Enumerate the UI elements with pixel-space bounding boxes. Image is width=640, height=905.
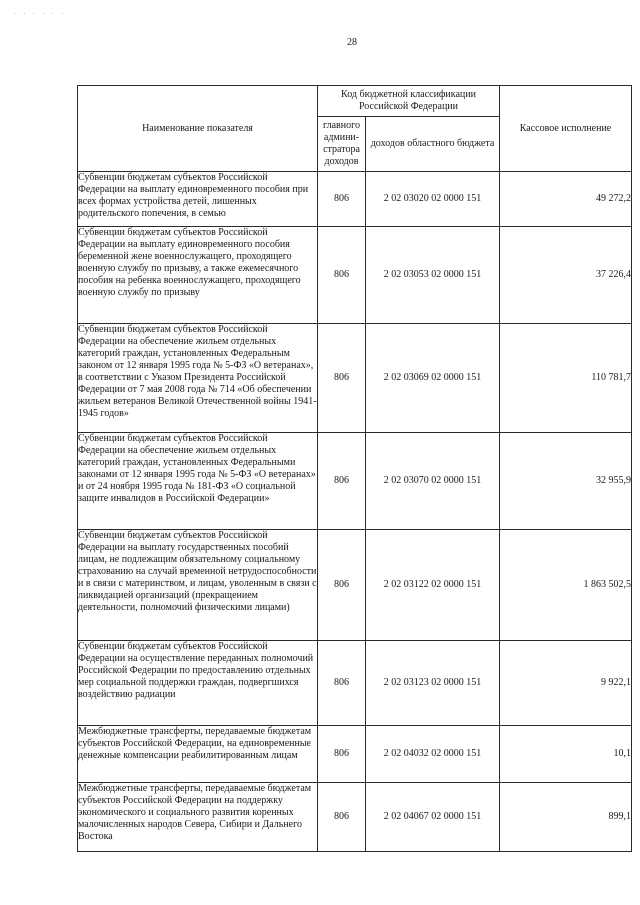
scan-artifact: . . . . . . — [14, 8, 67, 16]
table-row — [78, 530, 632, 641]
admin-code-cell: 806 — [318, 324, 366, 433]
amount-cell: 899,1 — [500, 783, 632, 852]
indicator-name-cell: Субвенции бюджетам субъектов Российской Федерации на обеспечение жильем отдельных категорий граждан, установленных Федеральным законом от 12 января 1995 года № 5-ФЗ «О ветеранах», в соответствии с Указом Президента Российской Федерации от 7 мая 2008 года № 714 «Об обеспечении жильем ветеранов Великой Отечественной войны 1941-1945 годов» — [78, 324, 318, 433]
income-code-cell: 2 02 03070 02 0000 151 — [366, 433, 500, 530]
indicator-name-cell: Субвенции бюджетам субъектов Российской Федерации на обеспечение жильем отдельных категорий граждан, установленных Федеральными законами от 12 января 1995 года № 5-ФЗ «О ветеранах» и от 24 ноября 1995 года № 181-ФЗ «О социальной защите инвалидов в Российской Федерации» — [78, 433, 318, 530]
admin-code-cell: 806 — [318, 726, 366, 783]
amount-cell: 110 781,7 — [500, 324, 632, 433]
budget-table — [77, 85, 632, 852]
admin-code-cell: 806 — [318, 227, 366, 324]
header-cash-execution: Кассовое исполнение — [500, 86, 632, 172]
table-row — [78, 783, 632, 852]
amount-cell: 9 922,1 — [500, 641, 632, 726]
header-chief-admin: главного админи-стратора доходов — [318, 117, 366, 172]
income-code-cell: 2 02 03053 02 0000 151 — [366, 227, 500, 324]
amount-cell: 49 272,2 — [500, 172, 632, 227]
header-budget-code-group: Код бюджетной классификации Российской Федерации — [318, 86, 500, 117]
table-row — [78, 227, 632, 324]
page-number: 28 — [347, 37, 357, 48]
admin-code-cell: 806 — [318, 530, 366, 641]
header-regional-income: доходов областного бюджета — [366, 117, 500, 172]
income-code-cell: 2 02 03020 02 0000 151 — [366, 172, 500, 227]
income-code-cell: 2 02 04032 02 0000 151 — [366, 726, 500, 783]
table-row — [78, 433, 632, 530]
income-code-cell: 2 02 03123 02 0000 151 — [366, 641, 500, 726]
indicator-name-cell: Межбюджетные трансферты, передаваемые бюджетам субъектов Российской Федерации, на единовременные денежные компенсации реабилитированным лицам — [78, 726, 318, 783]
table-row — [78, 172, 632, 227]
indicator-name-cell: Субвенции бюджетам субъектов Российской Федерации на выплату государственных пособий лицам, не подлежащим обязательному социальному страхованию на случай временной нетрудоспособности и в связи с материнством, и лицам, уволенным в связи с ликвидацией организаций (прекращением деятельности, полномочий физическими лицами) — [78, 530, 318, 641]
income-code-cell: 2 02 03122 02 0000 151 — [366, 530, 500, 641]
table-row — [78, 726, 632, 783]
admin-code-cell: 806 — [318, 172, 366, 227]
indicator-name-cell: Субвенции бюджетам субъектов Российской Федерации на осуществление переданных полномочий Российской Федерации по предоставлению отдельных мер социальной поддержки граждан, подвергшихся воздействию радиации — [78, 641, 318, 726]
amount-cell: 10,1 — [500, 726, 632, 783]
admin-code-cell: 806 — [318, 641, 366, 726]
admin-code-cell: 806 — [318, 433, 366, 530]
header-row-top — [78, 86, 632, 117]
income-code-cell: 2 02 03069 02 0000 151 — [366, 324, 500, 433]
table-row — [78, 324, 632, 433]
amount-cell: 32 955,9 — [500, 433, 632, 530]
header-indicator-name: Наименование показателя — [78, 86, 318, 172]
indicator-name-cell: Субвенции бюджетам субъектов Российской Федерации на выплату единовременного пособия беременной жене военнослужащего, проходящего военную службу по призыву, а также ежемесячного пособия на ребенка военнослужащего, проходящего военную службу по призыву — [78, 227, 318, 324]
amount-cell: 37 226,4 — [500, 227, 632, 324]
table-row — [78, 641, 632, 726]
admin-code-cell: 806 — [318, 783, 366, 852]
amount-cell: 1 863 502,5 — [500, 530, 632, 641]
income-code-cell: 2 02 04067 02 0000 151 — [366, 783, 500, 852]
indicator-name-cell: Межбюджетные трансферты, передаваемые бюджетам субъектов Российской Федерации на поддержку экономического и социального развития коренных малочисленных народов Севера, Сибири и Дальнего Востока — [78, 783, 318, 852]
indicator-name-cell: Субвенции бюджетам субъектов Российской Федерации на выплату единовременного пособия при всех формах устройства детей, лишенных родительского попечения, в семью — [78, 172, 318, 227]
